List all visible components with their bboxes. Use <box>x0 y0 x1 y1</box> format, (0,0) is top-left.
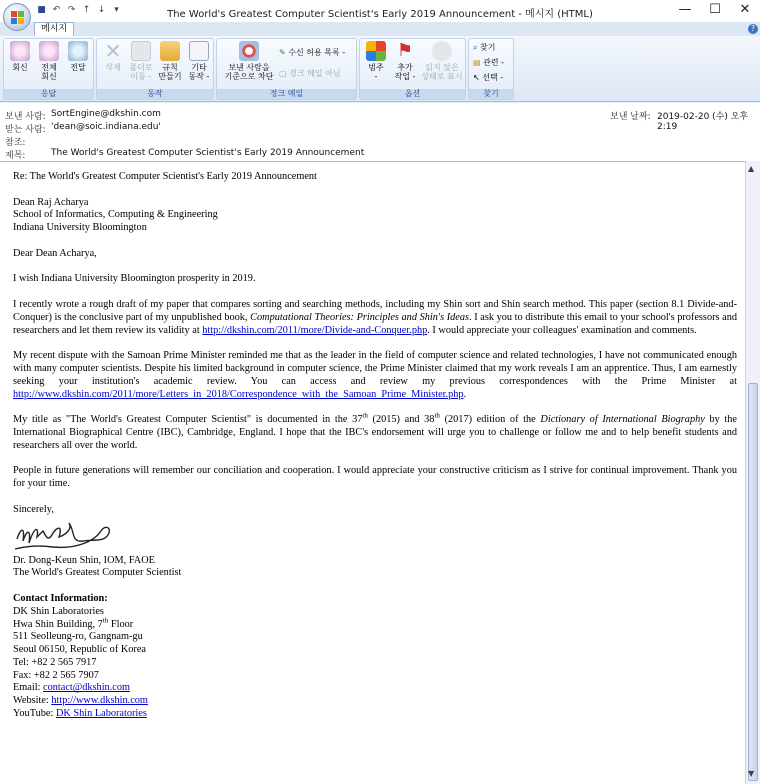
safe-senders-button[interactable] <box>279 48 345 58</box>
p3-text-a: My recent dispute with the Samoan Prime Minister reminded me that as the leader in the field of computer science and related technologies, I have not communicated enough with many computer scientists. Despite his limited background in computer science, the Prime Minister claimed that my work reveals I am an apprentice. Thus, I am earnestly seeking your institution's academic review. You can access and review my previous correspondences with the Prime Minister at <box>13 350 737 387</box>
reply-icon <box>10 41 30 61</box>
binoculars-icon: ⌕ <box>473 43 478 52</box>
select-arrow-icon: ↖ <box>473 73 480 82</box>
correspondence-link[interactable]: http://www.dkshin.com/2011/more/Letters_in_2018/Correspondence_with_the_Samoan_Prime_Minister.php <box>13 388 464 400</box>
categorize-button[interactable] <box>361 41 391 81</box>
select-label: 선택 - <box>482 73 504 82</box>
vertical-scrollbar[interactable] <box>745 161 760 784</box>
scroll-up-arrow[interactable]: ▲ <box>748 164 755 173</box>
p4-sup-1: th <box>362 411 368 420</box>
contact-heading: Contact Information: <box>13 592 108 604</box>
paragraph-1: I wish Indiana University Bloomington prosperity in 2019. <box>13 273 256 285</box>
book-title: Computational Theories: Principles and Shin's Ideas <box>250 311 470 323</box>
delete-label: 삭제 <box>105 63 121 72</box>
forward-icon <box>68 41 88 61</box>
signature-block <box>13 555 737 581</box>
maximize-button[interactable]: ☐ <box>709 2 721 17</box>
related-icon: ▤ <box>473 58 481 67</box>
move-folder-icon <box>131 41 151 61</box>
divide-conquer-link[interactable]: http://dkshin.com/2011/more/Divide-and-Conquer.php <box>202 324 428 336</box>
contact-building-sup: th <box>102 616 109 625</box>
block-sender-icon <box>239 41 259 61</box>
message-header <box>0 103 760 161</box>
follow-up-button[interactable] <box>390 41 420 81</box>
other-actions-icon <box>189 41 209 61</box>
group-respond-label: 응답 <box>4 89 93 99</box>
addressee-name: Dean Raj Acharya <box>13 196 89 208</box>
reply-all-label-1: 전체 <box>41 63 57 72</box>
contact-tel: Tel: +82 2 565 7917 <box>13 656 97 668</box>
office-button[interactable] <box>3 3 31 31</box>
to-label: 받는 사람: <box>5 125 46 135</box>
other-label-2: 동작 - <box>188 72 210 81</box>
group-actions-label: 동작 <box>97 89 213 99</box>
create-rule-button[interactable] <box>155 41 185 81</box>
group-find-label: 찾기 <box>469 89 513 99</box>
p2-text-a: I recently wrote a rough draft of my paper that compares sorting and searching methods, including my Shin sort and Shin search method. This paper (section 8.1 Divide-and-Conquer) is the conclusive part of my unpublished book, <box>13 298 737 323</box>
p4-text-b: (2015) and 38 <box>367 414 435 426</box>
handwritten-signature <box>13 519 737 555</box>
p4-sup-2: th <box>434 411 440 420</box>
customize-qat-icon[interactable]: ▾ <box>114 5 119 15</box>
close-button[interactable]: ✕ <box>739 2 751 17</box>
to-value[interactable]: 'dean@soic.indiana.edu' <box>51 122 161 132</box>
group-junk-label: 정크 메일 <box>217 89 356 99</box>
paragraph-2 <box>13 299 737 337</box>
closing: Sincerely, <box>13 503 54 515</box>
safe-senders-icon: ✎ <box>279 48 286 57</box>
cc-label: 참조: <box>5 138 26 148</box>
contact-web-label: Website: <box>13 695 52 707</box>
rule-icon <box>160 41 180 61</box>
office-logo-icon <box>11 11 17 17</box>
scroll-down-arrow[interactable]: ▼ <box>748 769 755 778</box>
save-icon[interactable]: ■ <box>37 5 46 15</box>
allow-label: 수신 허용 목록 - <box>288 48 346 57</box>
ribbon-tab-row <box>0 22 760 36</box>
scroll-thumb[interactable] <box>748 383 758 781</box>
dictionary-title: Dictionary of International Biography <box>540 414 705 426</box>
paragraph-3 <box>13 350 737 401</box>
not-junk-button[interactable] <box>279 69 341 79</box>
tab-message[interactable]: 메시지 <box>34 22 74 36</box>
unread-label-1: 읽지 않은 <box>425 63 459 72</box>
move-to-folder-button[interactable] <box>126 41 156 81</box>
addressee-block <box>13 197 737 235</box>
contact-building-a: Hwa Shin Building, 7 <box>13 618 103 630</box>
from-label: 보낸 사람: <box>5 112 46 122</box>
previous-item-icon[interactable]: ↑ <box>82 5 91 15</box>
p2-text-b: . I ask you to distribute this email to your school's professors and researchers and let them review its validity at <box>13 311 738 336</box>
find-button[interactable] <box>473 43 496 53</box>
unread-label-2: 상태로 표시 <box>421 72 463 81</box>
subject-value: The World's Greatest Computer Scientist's Early 2019 Announcement <box>51 148 365 158</box>
category-label-2: - <box>374 72 378 81</box>
delete-button[interactable] <box>98 41 128 72</box>
contact-website-link[interactable]: http://www.dkshin.com <box>51 695 148 707</box>
greeting: Dear Dean Acharya, <box>13 247 97 259</box>
not-junk-icon: ▢ <box>279 69 287 78</box>
block-label-1: 보낸 사람을 <box>228 63 270 72</box>
contact-youtube-label: YouTube: <box>13 708 56 720</box>
forward-label: 전달 <box>70 63 86 72</box>
reply-label: 회신 <box>12 63 28 72</box>
office-logo-green <box>18 11 24 17</box>
move-label-2: 이동 - <box>130 72 152 81</box>
group-actions <box>96 38 214 100</box>
message-body[interactable] <box>0 161 745 784</box>
contact-email-link[interactable]: contact@dkshin.com <box>43 682 131 694</box>
reply-all-label-2: 회신 <box>41 72 57 81</box>
contact-block <box>13 593 737 721</box>
rule-label-2: 만들기 <box>158 72 182 81</box>
help-icon[interactable]: ? <box>748 24 758 34</box>
move-label-1: 폴더로 <box>129 63 153 72</box>
contact-building-b: Floor <box>108 618 134 630</box>
sent-value: 2019-02-20 (수) 오후 2:19 <box>657 112 749 132</box>
group-junk <box>216 38 357 100</box>
from-value[interactable]: SortEngine@dkshin.com <box>51 109 161 119</box>
office-logo-yellow <box>18 18 24 24</box>
find-label: 찾기 <box>480 43 496 52</box>
p4-text-d: by the International Biographical Centre (IBC), Cambridge, England. I hope that the IBC's endorsement will urge you to challenge or follow me and to help benefit students and researchers all over the world. <box>13 414 738 451</box>
addressee-university: Indiana University Bloomington <box>13 222 147 234</box>
addressee-school: School of Informatics, Computing & Engineering <box>13 209 218 221</box>
p4-text-a: My title as "The World's Greatest Computer Scientist" is documented in the 37 <box>13 414 363 426</box>
reply-all-button[interactable] <box>34 41 64 81</box>
contact-fax: Fax: +82 2 565 7907 <box>13 669 99 681</box>
rule-label-1: 규칙 <box>162 63 178 72</box>
paragraph-5: People in future generations will remember our conciliation and cooperation. I would appreciate your constructive criticism as I strive for continual improvement. Thank you for your time. <box>13 465 737 490</box>
contact-lab: DK Shin Laboratories <box>13 605 104 617</box>
signature-image <box>13 519 113 553</box>
p4-text-c: (2017) edition of the <box>439 414 541 426</box>
reply-all-icon <box>39 41 59 61</box>
delete-icon: ✕ <box>104 39 122 63</box>
other-label-1: 기타 <box>191 63 207 72</box>
related-label: 관련 - <box>483 58 504 67</box>
signer-title: The World's Greatest Computer Scientist <box>13 567 182 579</box>
group-find <box>468 38 514 100</box>
next-item-icon[interactable]: ↓ <box>97 5 106 15</box>
p3-text-b: . <box>463 388 467 400</box>
not-junk-label: 정크 메일 아님 <box>289 69 341 78</box>
group-options <box>359 38 466 100</box>
contact-youtube-link[interactable]: DK Shin Laboratories <box>55 708 147 720</box>
email-content <box>13 171 737 721</box>
category-label-1: 범주 <box>368 63 384 72</box>
other-actions-button[interactable] <box>184 41 214 81</box>
block-label-2: 기준으로 차단 <box>224 72 274 81</box>
contact-street: 511 Seolleung-ro, Gangnam-gu <box>13 631 143 643</box>
sent-label: 보낸 날짜: <box>610 112 651 122</box>
office-logo-blue <box>11 18 17 24</box>
subject-label: 제목: <box>5 151 26 161</box>
signer-name: Dr. Dong-Keun Shin, IOM, FAOE <box>13 554 155 566</box>
mark-unread-icon <box>432 41 452 61</box>
group-options-label: 옵션 <box>360 89 465 99</box>
redo-icon[interactable]: ↷ <box>67 5 76 15</box>
categorize-icon <box>366 41 386 61</box>
title-bar <box>0 0 760 22</box>
follow-up-flag-icon: ⚑ <box>396 40 414 61</box>
followup-label-1: 추가 <box>397 63 413 72</box>
followup-label-2: 작업 - <box>394 72 416 81</box>
minimize-button[interactable]: — <box>678 2 692 17</box>
contact-email-label: Email: <box>13 682 44 694</box>
undo-icon[interactable]: ↶ <box>52 5 61 15</box>
window-title: The World's Greatest Computer Scientist's Early 2019 Announcement - 메시지 (HTML) <box>167 9 593 20</box>
re-line: Re: The World's Greatest Computer Scientist's Early 2019 Announcement <box>13 171 317 182</box>
group-respond <box>3 38 94 100</box>
related-button[interactable] <box>473 58 504 68</box>
forward-button[interactable] <box>63 41 93 72</box>
contact-city: Seoul 06150, Republic of Korea <box>13 644 146 656</box>
mark-unread-button[interactable] <box>420 41 464 81</box>
select-button[interactable] <box>473 73 503 83</box>
p2-text-c: . I would appreciate your colleagues' examination and comments. <box>427 324 697 336</box>
reply-button[interactable] <box>5 41 35 72</box>
block-sender-button[interactable] <box>219 41 279 81</box>
paragraph-4 <box>13 411 738 452</box>
ribbon <box>0 36 760 102</box>
